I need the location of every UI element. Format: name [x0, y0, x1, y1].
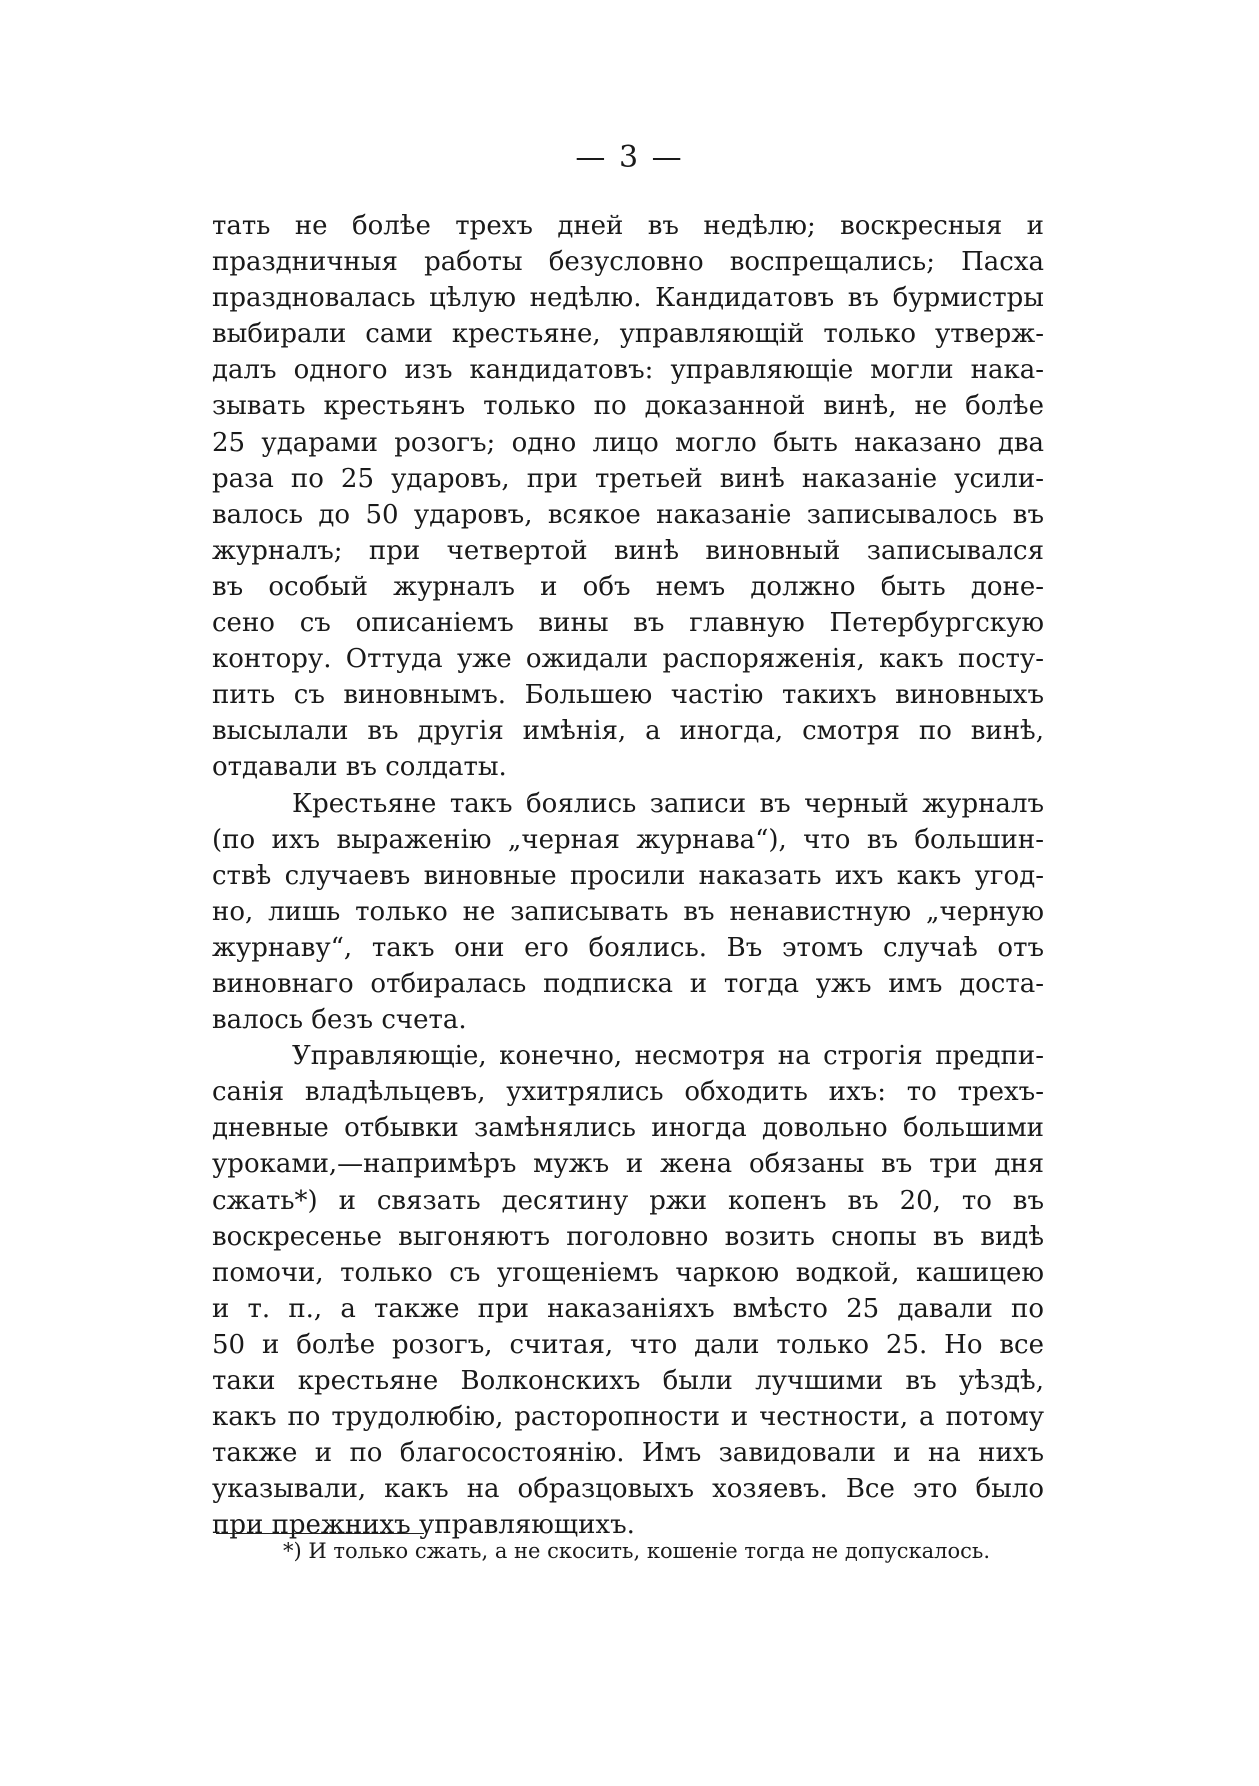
- paragraph: [212, 786, 1044, 1039]
- paragraph: [212, 208, 1044, 786]
- text-line: сено съ описаніемъ вины въ главную Петербургскую: [212, 608, 1044, 639]
- text-line: далъ одного изъ кандидатовъ: управляющіе могли нака-: [212, 355, 1044, 386]
- body-text: [212, 208, 1044, 1543]
- text-line: (по ихъ выраженію „черная журнава“), что въ большин-: [212, 824, 1044, 855]
- text-line: въ особый журналъ и объ немъ должно быть доне-: [212, 571, 1044, 602]
- text-line: ствѣ случаевъ виновные просили наказать ихъ какъ угод-: [212, 860, 1044, 891]
- text-line: таки крестьяне Волконскихъ были лучшими въ уѣздѣ,: [212, 1366, 1044, 1396]
- text-line: указывали, какъ на образцовыхъ хозяевъ. Все это было: [212, 1474, 1044, 1505]
- footnote: *) И только сжать, а не скосить, кошеніе тогда не допускалось.: [283, 1539, 991, 1563]
- text-line: тать не болѣе трехъ дней въ недѣлю; воскресныя и: [212, 211, 1044, 241]
- page-number: — 3 —: [575, 140, 684, 175]
- paragraph: [212, 1038, 1044, 1543]
- text-line: какъ по трудолюбію, расторопности и честности, а потому: [212, 1402, 1044, 1433]
- footnote-divider: [216, 1533, 424, 1534]
- text-line: уроками,—напримѣръ мужъ и жена обязаны въ три дня: [212, 1149, 1044, 1180]
- text-line: праздничныя работы безусловно воспрещались; Пасха: [212, 247, 1044, 278]
- text-line: и т. п., а также при наказаніяхъ вмѣсто 25 давали по: [212, 1293, 1044, 1324]
- text-line: при прежнихъ управляющихъ.: [212, 1510, 635, 1541]
- text-line: 50 и болѣе розогъ, считая, что дали только 25. Но все: [212, 1329, 1044, 1360]
- text-line: валось до 50 ударовъ, всякое наказаніе записывалось въ: [212, 499, 1044, 530]
- text-line: также и по благосостоянію. Имъ завидовали и на нихъ: [212, 1438, 1044, 1469]
- text-line: журнаву“, такъ они его боялись. Въ этомъ случаѣ отъ: [212, 932, 1044, 963]
- text-line: праздновалась цѣлую недѣлю. Кандидатовъ въ бурмистры: [212, 283, 1044, 314]
- text-line: воскресенье выгоняютъ поголовно возить снопы въ видѣ: [212, 1221, 1044, 1252]
- text-line: пить съ виновнымъ. Большею частію такихъ виновныхъ: [212, 680, 1044, 711]
- text-line: сжать*) и связать десятину ржи копенъ въ 20, то въ: [212, 1185, 1044, 1216]
- text-line: но, лишь только не записывать въ ненавистную „черную: [212, 896, 1044, 927]
- text-line: раза по 25 ударовъ, при третьей винѣ наказаніе усили-: [212, 463, 1044, 494]
- text-line: помочи, только съ угощеніемъ чаркою водкой, кашицею: [212, 1257, 1044, 1288]
- text-line: выбирали сами крестьяне, управляющій только утверж-: [212, 319, 1044, 350]
- text-line: Крестьяне такъ боялись записи въ черный журналъ: [292, 788, 1044, 819]
- text-line: 25 ударами розогъ; одно лицо могло быть наказано два: [212, 427, 1044, 458]
- text-line: журналъ; при четвертой винѣ виновный записывался: [212, 535, 1044, 566]
- text-line: валось безъ счета.: [212, 1005, 467, 1036]
- text-line: виновнаго отбиралась подписка и тогда ужъ имъ доста-: [212, 968, 1044, 999]
- text-line: дневные отбывки замѣнялись иногда довольно большими: [212, 1113, 1044, 1144]
- text-line: контору. Оттуда уже ожидали распоряженія, какъ посту-: [212, 644, 1044, 675]
- text-line: санія владѣльцевъ, ухитрялись обходить ихъ: то трехъ-: [212, 1077, 1044, 1108]
- text-line: Управляющіе, конечно, несмотря на строгія предпи-: [292, 1041, 1044, 1072]
- text-line: высылали въ другія имѣнія, а иногда, смотря по винѣ,: [212, 716, 1044, 747]
- text-line: отдавали въ солдаты.: [212, 752, 507, 783]
- text-line: зывать крестьянъ только по доказанной винѣ, не болѣе: [212, 391, 1044, 422]
